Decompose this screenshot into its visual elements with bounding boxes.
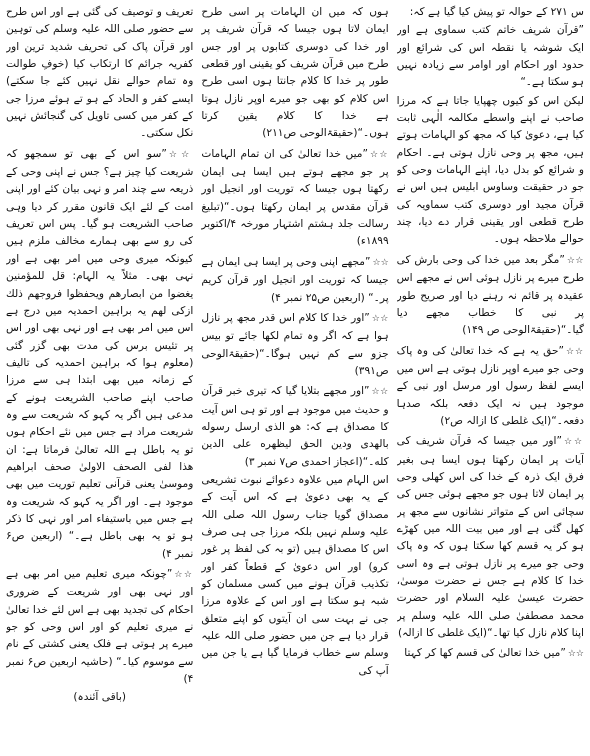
paragraph-text: ”قرآن شریف خاتم کتب سماوی ہے اور ایک شوشہ یا نقطہ اس کی شرائع اور حدود اور احکام اور اوامر سے زیادہ نہیں ہو سکتا ہے۔“ [396,24,584,89]
quoted-paragraph [397,645,584,663]
quoted-paragraph [6,146,193,563]
star-bullet-icon: ☆☆ [567,649,584,660]
paragraph-text: تعریف و توصیف کی گئی ہے اور اس طرح سے حضور صلی اللہ علیہ وسلم کی توہین اور قرآن پاک کی تحریف شدید ترین اور کفریہ جرائم کا ارتکاب کیا (خوفِ طوالت وہ تمام حوالے نقل نہیں کئے جا سکتے) ایسے کفر و الحاد کے ہو تے ہوئے مرزا جی کے کفر میں کسی تاویل کی گنجائش نہیں نکل سکتی۔ [6,6,194,140]
paragraph-text: (باقی آئندہ) [73,691,126,704]
paragraph [201,4,388,143]
text-column-right [397,4,584,752]
star-bullet-icon: ☆☆ [563,437,584,448]
paragraph-text: ”سو اس کے بھی تو سمجھو کہ شریعت کیا چیز ہے؟ جس نے اپنی وحی کے ذریعہ سے چند امر و نہی بیان کئے اور اپنی امت کے لئے ایک قانون مقرر کر دیا وہی صاحب الشریعت ہو گیا۔ پس اس تعریف کی رو سے بھی ہمارے مخالف ملزم ہیں کیونکہ میری وحی میں امر بھی ہے اور نہی بھی۔ مثلاً یہ الہام: قل للمؤمنين يغضوا من ابصارهم ويحفظوا فروجهم ذلك ازكى لهم یہ براہین احمدیہ میں درج ہے اس میں امر بھی ہے اور نہی بھی اور اس پر تئیس برس کی مدت بھی گزر گئی (معلوم ہوا کہ براہین احمدیہ کی تالیف کے زمانہ میں بھی ابتدا ہی سے مرزا صاحب اپنے صاحب الشریعت ہونے کے مدعی ہیں اگر یہ کہو کہ شریعت سے وہ شریعت مراد ہے جس میں نئے احکام ہوں تو یہ باطل ہے اللہ تعالیٰ فرماتا ہے: ان هذا لفی الصحف الاولیٰ صحف ابراهیم وموسیٰ یعنی قرآنی تعلیم توریت میں بھی موجود ہے۔ اور اگر یہ کہو کہ شریعت وہ ہے جس میں باستیفاء امر اور نہی کا ذکر ہو تو یہ بھی باطل ہے۔“ (اربعین ص۶ نمبر ۴) [6,147,194,560]
star-bullet-icon: ☆☆ [566,255,584,266]
paragraph-text: لیکن اس کو کیوں چھپایا جاتا ہے کہ مرزا صاحب نے اپنے واسطے مکالمہ الٰہی ثابت کیا ہے، دعویٰ کیا کہ مجھ کو الہامات ہوتے ہیں، مجھ پر وحی نازل ہوتی ہے۔ احکام و شرائع کو بدل دیا، اپنے الہامات وحی کو جو در حقیقت وساوس ابلیس ہیں اس نے قرآن مجید اور دوسری کتب سماویہ کی طرح قطعی اور یقینی قرار دے دیا، چند حوالے ملاحظہ ہوں۔ [396,94,584,246]
paragraph-text: س ۲۷۱ کے حوالہ تو پیش کیا گیا ہے کہ: [409,6,584,18]
text-column-left [6,4,193,752]
star-bullet-icon: ☆☆ [371,313,389,324]
paragraph-text: ”مجھے اپنی وحی پر ایسا ہی ایمان ہے جیسا کہ توریت اور انجیل اور قرآن کریم پر۔“ (اربعین ص۲۵ نمبر ۴) [201,255,389,304]
star-bullet-icon: ☆☆ [566,346,584,357]
paragraph-text: ”میں خدا تعالیٰ کی قسم کھا کر کہتا [404,647,566,660]
star-bullet-icon: ☆☆ [168,149,194,160]
paragraph [201,472,388,680]
quoted-paragraph [201,310,388,380]
star-bullet-icon: ☆☆ [371,387,389,398]
paragraph-text: ”اور خدا کا کلام اس قدر مجھ پر نازل ہوا ہے کہ اگر وہ تمام لکھا جائے تو بیس جزو سے کم نہیں ہوگا۔“(حقیقۃالوحی ص۳۹۱) [201,311,389,377]
quoted-paragraph [397,343,584,431]
paragraph-text: ہوں کہ میں ان الہامات پر اسی طرح ایمان لاتا ہوں جیسا کہ قرآن شریف پر اور خدا کی دوسری کتابوں پر اور جس طرح میں قرآن شریف کو یقینی اور قطعی طور پر خدا کا کلام جانتا ہوں اسی طرح اس کلام کو بھی جو میرے اوپر نازل ہوتا ہے خدا کا کلام یقین کرتا ہوں۔“(حقیقۃالوحی ص۲۱۱) [201,6,389,140]
paragraph [6,689,193,706]
star-bullet-icon: ☆☆ [369,149,389,160]
quoted-paragraph [397,252,584,340]
text-column-middle [201,4,388,752]
quoted-paragraph [201,383,388,471]
paragraph-text: ”حق یہ ہے کہ خدا تعالیٰ کی وہ پاک وحی جو میرے اوپر نازل ہوتی ہے اس میں ایسے لفظ رسول اور مرسل اور نبی کے موجود ہیں نہ ایک دفعہ بلکہ صدہا دفعہ۔“(ایک غلطی کا ازالہ ص۲) [396,344,584,427]
quoted-paragraph [397,433,584,642]
paragraph [397,4,584,21]
paragraph-text: ”اور مجھے بتلایا گیا کہ تیری خبر قرآن و حدیث میں موجود ہے اور تو ہی اس آیت کا مصداق ہے کہ: هو الذی ارسل رسوله بالهدى ودين الحق ليظهره على الدين كله۔“(اعجاز احمدی ص۷ نمبر ۳) [201,385,389,468]
star-bullet-icon: ☆☆ [372,257,389,268]
paragraph-text: ”اور میں جیسا کہ قرآن شریف کی آیات پر ایمان رکھتا ہوں ایسا ہی بغیر فرق ایک ذرہ کے خدا کی اس کھلی وحی پر ایمان لاتا ہوں جو مجھے ہوئی جس کی سچائی اس کے متواتر نشانوں سے مجھ پر کھل گئی ہے اور میں بیت اللہ میں کھڑے ہو کر یہ قسم کھا سکتا ہوں کہ وہ پاک وحی جو میرے پر نازل ہوتی ہے وہ اسی خدا کا کلام ہے جس نے حضرت موسیٰ، حضرت عیسیٰ علیہ السلام اور حضرت محمد مصطفیٰ صلی اللہ علیہ وسلم پر اپنا کلام نازل کیا تھا۔“(ایک غلطی کا ازالہ) [396,435,584,640]
star-bullet-icon: ☆☆ [174,570,194,580]
paragraph [397,93,584,249]
paragraph-text: ”چونکہ میری تعلیم میں امر بھی ہے اور نہی بھی اور شریعت کے ضروری احکام کی تجدید بھی ہے اس لئے خدا تعالیٰ نے میری تعلیم کو اور اس وحی کو جو میرے پر ہوتی ہے فلک یعنی کشتی کے نام سے موسوم کیا۔“ (حاشیہ اربعین ص۶ نمبر ۴) [6,568,194,686]
paragraph-text: ”مگر بعد میں خدا کی وحی بارش کی طرح میرے پر نازل ہوئی اس نے مجھے اس عقیدہ پر قائم نہ رہنے دیا اور صریح طور پر نبی کا خطاب مجھے دیا گیا۔“(حقیقۃالوحی ص ۱۴۹) [396,253,584,337]
quoted-paragraph [201,146,388,251]
paragraph-text: اس الہام میں علاوہ دعوائے نبوت تشریعی کے یہ بھی دعویٰ ہے کہ اس آیت کے مصداق گویا جناب رسول اللہ صلی اللہ علیہ وسلم نہیں بلکہ مرزا جی ہی صرف اس کا مصداق ہیں (تو بہ کی لفظ پر غور کرو) اور اس دعویٰ کے قطعاً کفر اور تکذیب قرآن ہونے میں کسی مسلمان کو شبہ ہو سکتا ہے اور اس کے علاوہ مرزا جی نے بہت سی ان آیتوں کو اپنے متعلق قرار دیا ہے جن میں حضور صلی اللہ علیہ وسلم سے خطاب فرمایا گیا ہے یا جن میں آپ کی [201,473,389,677]
paragraph [397,22,584,91]
quoted-paragraph [201,254,388,307]
paragraph-text: ”میں خدا تعالیٰ کی ان تمام الہامات پر جو مجھے ہوتے ہیں ایسا ہی ایمان رکھتا ہوں جیسا کہ توریت اور انجیل اور قرآن مقدس پر ایمان رکھتا ہوں۔“(تبلیغ رسالت جلد ہشتم اشتہار مورخہ ۴/اکتوبر ۱۸۹۹ء) [201,147,389,248]
quoted-paragraph [6,566,193,688]
paragraph [6,4,193,143]
